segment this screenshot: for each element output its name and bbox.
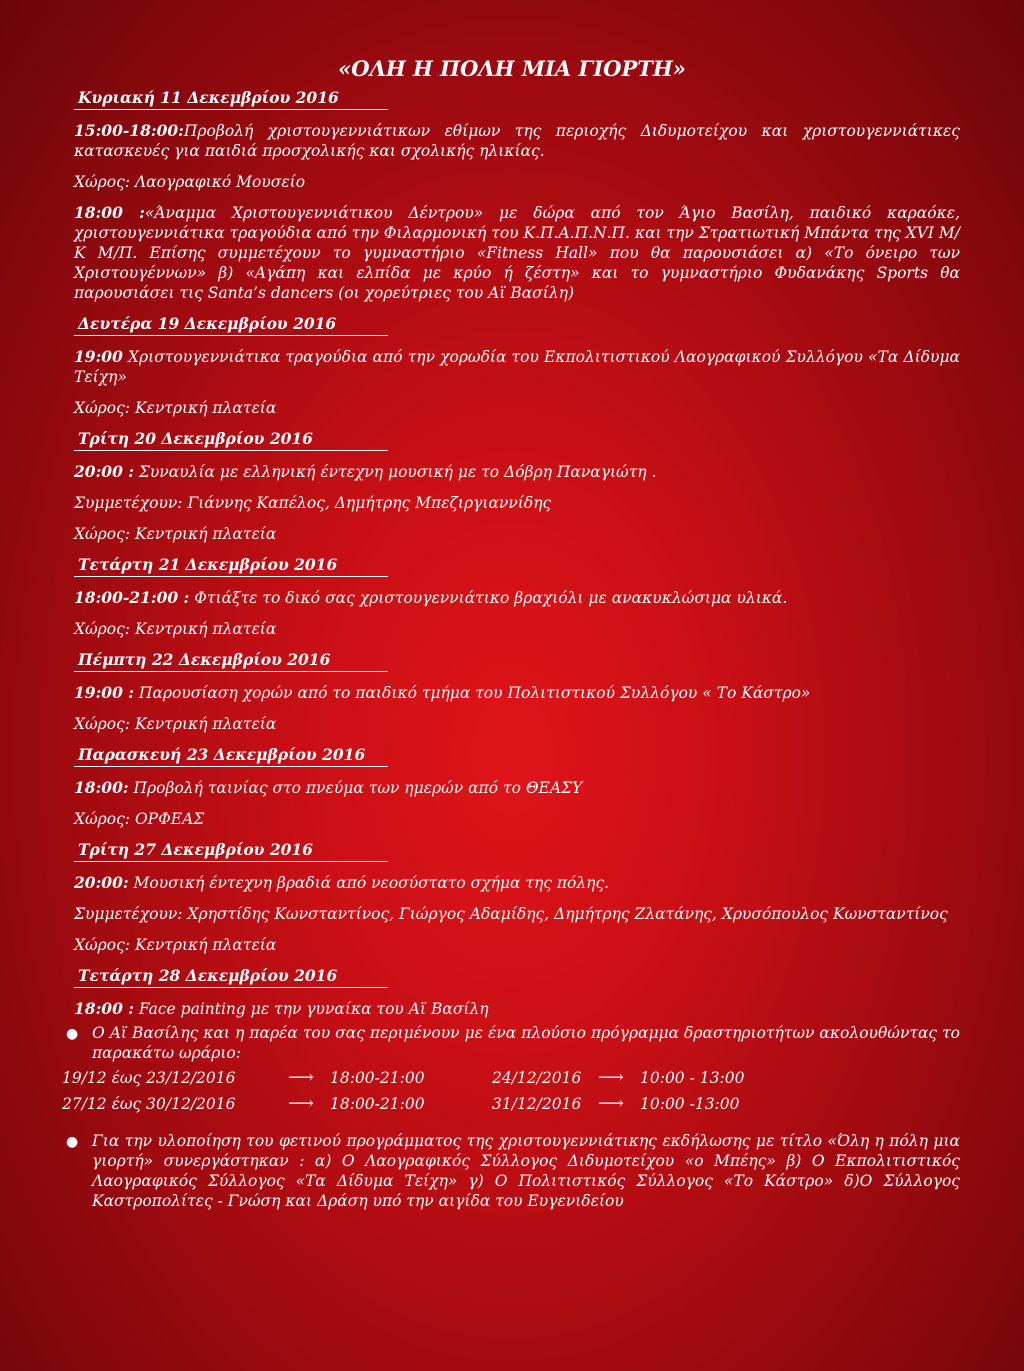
bullet-dot-icon: ● <box>66 1026 79 1042</box>
schedule-hours: 18:00-21:00 <box>330 1095 425 1113</box>
section-tuesday-20 <box>74 429 960 544</box>
day-heading: Πέμπτη 22 Δεκεμβρίου 2016 <box>74 650 388 672</box>
day-heading: Παρασκευή 23 Δεκεμβρίου 2016 <box>74 745 388 767</box>
day-heading: Δευτέρα 19 Δεκεμβρίου 2016 <box>74 314 388 336</box>
event-time: 15:00-18:00: <box>74 121 184 140</box>
venue-text: Χώρος: Κεντρική πλατεία <box>74 936 277 954</box>
event-item <box>74 588 960 608</box>
bullet-dot-icon: ● <box>66 1134 79 1150</box>
section-friday-23 <box>74 745 960 829</box>
bullet-text: Ο Αϊ Βασίλης και η παρέα του σας περιμένουν με ένα πλούσιο πρόγραμμα δραστηριοτήτων ακολουθώντας το παρακάτω ωράριο: <box>92 1024 960 1062</box>
bullet-text: Για την υλοποίηση του φετινού προγράμματος της χριστουγεννιάτικης εκδήλωσης με τίτλο «Όλη η πόλη μια γιορτή» συνεργάστηκαν : α) Ο Λαογραφικός Σύλλογος Διδυμοτείχου «ο Μπέης» β) Ο Εκπολιτιστικός Λαογραφικός Σύλλογος «Τα Δίδυμα Τείχη» γ) Ο Πολιτιστικός Σύλλογος «Το Κάστρο» δ)Ο Σύλλογος Καστροπολίτες - Γνώση και Δράση υπό την αιγίδα του Ευγενιδείου <box>92 1132 960 1210</box>
event-text: Προβολή ταινίας στο πνεύμα των ημερών από το ΘΕΑΣΥ <box>133 779 583 797</box>
event-time: 18:00 : <box>74 203 145 222</box>
event-text: «Άναμμα Χριστουγεννιάτικου Δέντρου» με δώρα από τον Άγιο Βασίλη, παιδικό καραόκε, χριστουγεννιάτικα τραγούδια από την Φιλαρμονική του Κ.Π.Α.Π.Ν.Π. και την Στρατιωτική Μπάντα της XVI Μ/Κ Μ/Π. Επίσης συμμετέχουν το γυμναστήριο «Fitness Hall» που θα παρουσιάσει α) «Το όνειρο των Χριστουγέννων» β) «Αγάπη και ελπίδα με κρύο ή ζέστη» και το γυμναστήριο Φυδανάκης Sports θα παρουσιάσει τις Santa’s dancers (οι χορεύτριες του Αϊ Βασίλη) <box>74 204 961 302</box>
event-item <box>74 203 960 303</box>
venue-text: Χώρος: Κεντρική πλατεία <box>74 399 277 417</box>
section-wednesday-28 <box>74 966 960 1019</box>
program-content <box>62 88 961 1222</box>
event-time: 18:00: <box>74 778 129 797</box>
event-item <box>74 999 960 1019</box>
participants-text: Συμμετέχουν: Γιάννης Καπέλος, Δημήτρης Μπεζιργιαννίδης <box>74 494 552 512</box>
event-item <box>74 347 960 387</box>
organizers-note <box>62 1131 960 1211</box>
event-item <box>74 778 960 798</box>
day-heading: Τρίτη 20 Δεκεμβρίου 2016 <box>74 429 388 451</box>
event-time: 18:00 : <box>74 999 134 1018</box>
section-thursday-22 <box>74 650 960 734</box>
santa-schedule-note <box>62 1023 960 1063</box>
day-heading: Κυριακή 11 Δεκεμβρίου 2016 <box>74 88 388 110</box>
day-heading: Τετάρτη 28 Δεκεμβρίου 2016 <box>74 966 388 988</box>
schedule-row <box>62 1095 960 1121</box>
event-time: 18:00-21:00 : <box>74 588 190 607</box>
right-arrow-icon: ⟶ <box>288 1067 314 1088</box>
event-text: Χριστουγεννιάτικα τραγούδια από την χορωδία του Εκπολιτιστικού Λαογραφικού Συλλόγου «Τα Δίδυμα Τείχη» <box>74 348 960 386</box>
day-heading: Τρίτη 27 Δεκεμβρίου 2016 <box>74 840 388 862</box>
event-text: Παρουσίαση χορών από το παιδικό τμήμα του Πολιτιστικού Συλλόγου « Το Κάστρο» <box>138 684 811 702</box>
section-monday-19 <box>74 314 960 418</box>
event-time: 19:00 <box>74 347 123 366</box>
event-time: 20:00: <box>74 873 129 892</box>
event-text: Φτιάξτε το δικό σας χριστουγεννιάτικο βραχιόλι με ανακυκλώσιμα υλικά. <box>194 589 788 607</box>
venue-text: Χώρος: ΟΡΦΕΑΣ <box>74 810 205 828</box>
schedule-range: 31/12/2016 <box>492 1095 582 1113</box>
event-text: Μουσική έντεχνη βραδιά από νεοσύστατο σχήμα της πόλης. <box>133 874 610 892</box>
event-item <box>74 683 960 703</box>
schedule-hours: 18:00-21:00 <box>330 1069 425 1087</box>
participants-text: Συμμετέχουν: Χρηστίδης Κωνσταντίνος, Γιώργος Αδαμίδης, Δημήτρης Ζλατάνης, Χρυσόπουλος Κωνσταντίνος <box>74 905 948 923</box>
schedule-range: 24/12/2016 <box>492 1069 582 1087</box>
event-item <box>74 121 960 161</box>
event-time: 20:00 : <box>74 462 134 481</box>
right-arrow-icon: ⟶ <box>598 1067 624 1088</box>
section-wednesday-21 <box>74 555 960 639</box>
venue-text: Χώρος: Κεντρική πλατεία <box>74 715 277 733</box>
event-item <box>74 462 960 482</box>
event-item <box>74 873 960 893</box>
page-title: «ΟΛΗ Η ΠΟΛΗ ΜΙΑ ΓΙΟΡΤΗ» <box>338 56 686 81</box>
schedule-range: 19/12 έως 23/12/2016 <box>62 1069 236 1087</box>
event-text: Συναυλία με ελληνική έντεχνη μουσική με το Δόβρη Παναγιώτη . <box>138 463 657 481</box>
day-heading: Τετάρτη 21 Δεκεμβρίου 2016 <box>74 555 388 577</box>
schedule-range: 27/12 έως 30/12/2016 <box>62 1095 236 1113</box>
section-tuesday-27 <box>74 840 960 955</box>
schedule-hours: 10:00 - 13:00 <box>640 1069 745 1087</box>
event-text: Προβολή χριστουγεννιάτικων εθίμων της περιοχής Διδυμοτείχου και χριστουγεννιάτικες κατασκευές για παιδιά προσχολικής και σχολικής ηλικίας. <box>74 122 960 160</box>
section-sunday-11 <box>74 88 960 303</box>
schedule-hours: 10:00 -13:00 <box>640 1095 740 1113</box>
venue-text: Χώρος: Λαογραφικό Μουσείο <box>74 173 306 191</box>
right-arrow-icon: ⟶ <box>288 1093 314 1114</box>
venue-text: Χώρος: Κεντρική πλατεία <box>74 525 277 543</box>
schedule-row <box>62 1069 960 1095</box>
right-arrow-icon: ⟶ <box>598 1093 624 1114</box>
event-time: 19:00 : <box>74 683 134 702</box>
event-text: Face painting με την γυναίκα του Αϊ Βασίλη <box>138 1000 489 1018</box>
venue-text: Χώρος: Κεντρική πλατεία <box>74 620 277 638</box>
